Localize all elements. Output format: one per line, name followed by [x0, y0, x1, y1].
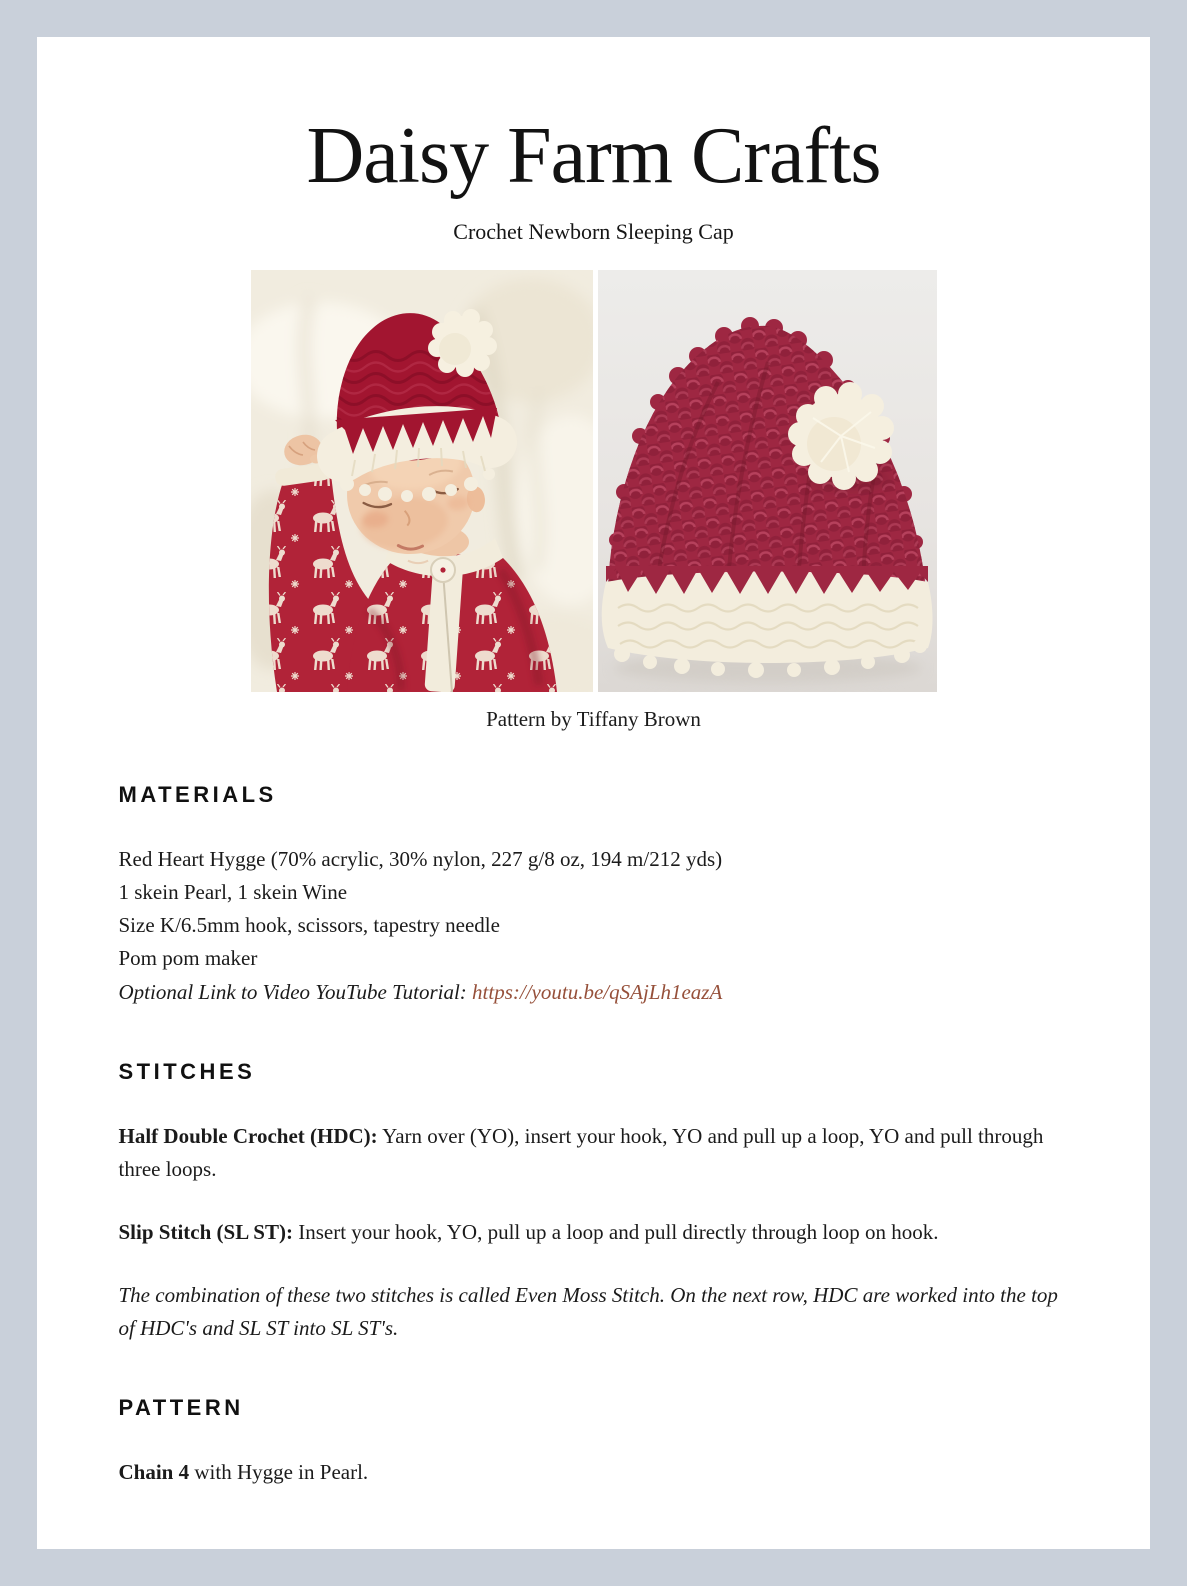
stitch-definition-slst	[119, 1216, 1069, 1249]
slst-term: Slip Stitch (SL ST):	[118, 1219, 293, 1244]
photo-caption: Pattern by Tiffany Brown	[486, 707, 701, 732]
document-page	[37, 37, 1150, 1549]
slst-description: Insert your hook, YO, pull up a loop and pull directly through loop on hook.	[292, 1219, 939, 1244]
pattern-heading: PATTERN	[118, 1395, 244, 1421]
stitch-definition-hdc	[119, 1120, 1069, 1186]
material-line-yarn: Red Heart Hygge (70% acrylic, 30% nylon, 227 g/8 oz, 194 m/212 yds)	[118, 846, 723, 871]
pattern-step-1-rest: with Hygge in Pearl.	[189, 1460, 369, 1485]
page-title: Daisy Farm Crafts	[306, 112, 881, 200]
material-line-skeins: 1 skein Pearl, 1 skein Wine	[118, 880, 348, 905]
photo-baby-santa-hat	[251, 270, 593, 692]
material-line-tools: Size K/6.5mm hook, scissors, tapestry needle	[118, 913, 500, 938]
photo-crochet-hat	[598, 270, 937, 692]
page-subtitle: Crochet Newborn Sleeping Cap	[453, 219, 734, 245]
stitches-heading: STITCHES	[118, 1058, 256, 1084]
photo-row	[37, 270, 1150, 692]
materials-list	[119, 843, 1069, 1009]
hdc-term: Half Double Crochet (HDC):	[118, 1123, 378, 1148]
hdc-description: Yarn over (YO), insert your hook, YO and pull up a loop, YO and pull through three loops.	[118, 1123, 1044, 1181]
video-tutorial-label: Optional Link to Video YouTube Tutorial:	[118, 979, 473, 1004]
pattern-step-1-bold: Chain 4	[118, 1460, 190, 1485]
document-body	[119, 778, 1069, 1489]
materials-heading: MATERIALS	[118, 782, 277, 808]
video-tutorial-line	[119, 976, 1069, 1009]
pattern-step-1	[119, 1456, 1069, 1489]
youtube-tutorial-link[interactable]: https://youtu.be/qSAjLh1eazA	[472, 979, 723, 1004]
moss-stitch-note: The combination of these two stitches is called Even Moss Stitch. On the next row, HDC are worked into the top of HDC's and SL ST into SL ST's.	[118, 1283, 1058, 1341]
material-line-pom: Pom pom maker	[118, 946, 258, 971]
